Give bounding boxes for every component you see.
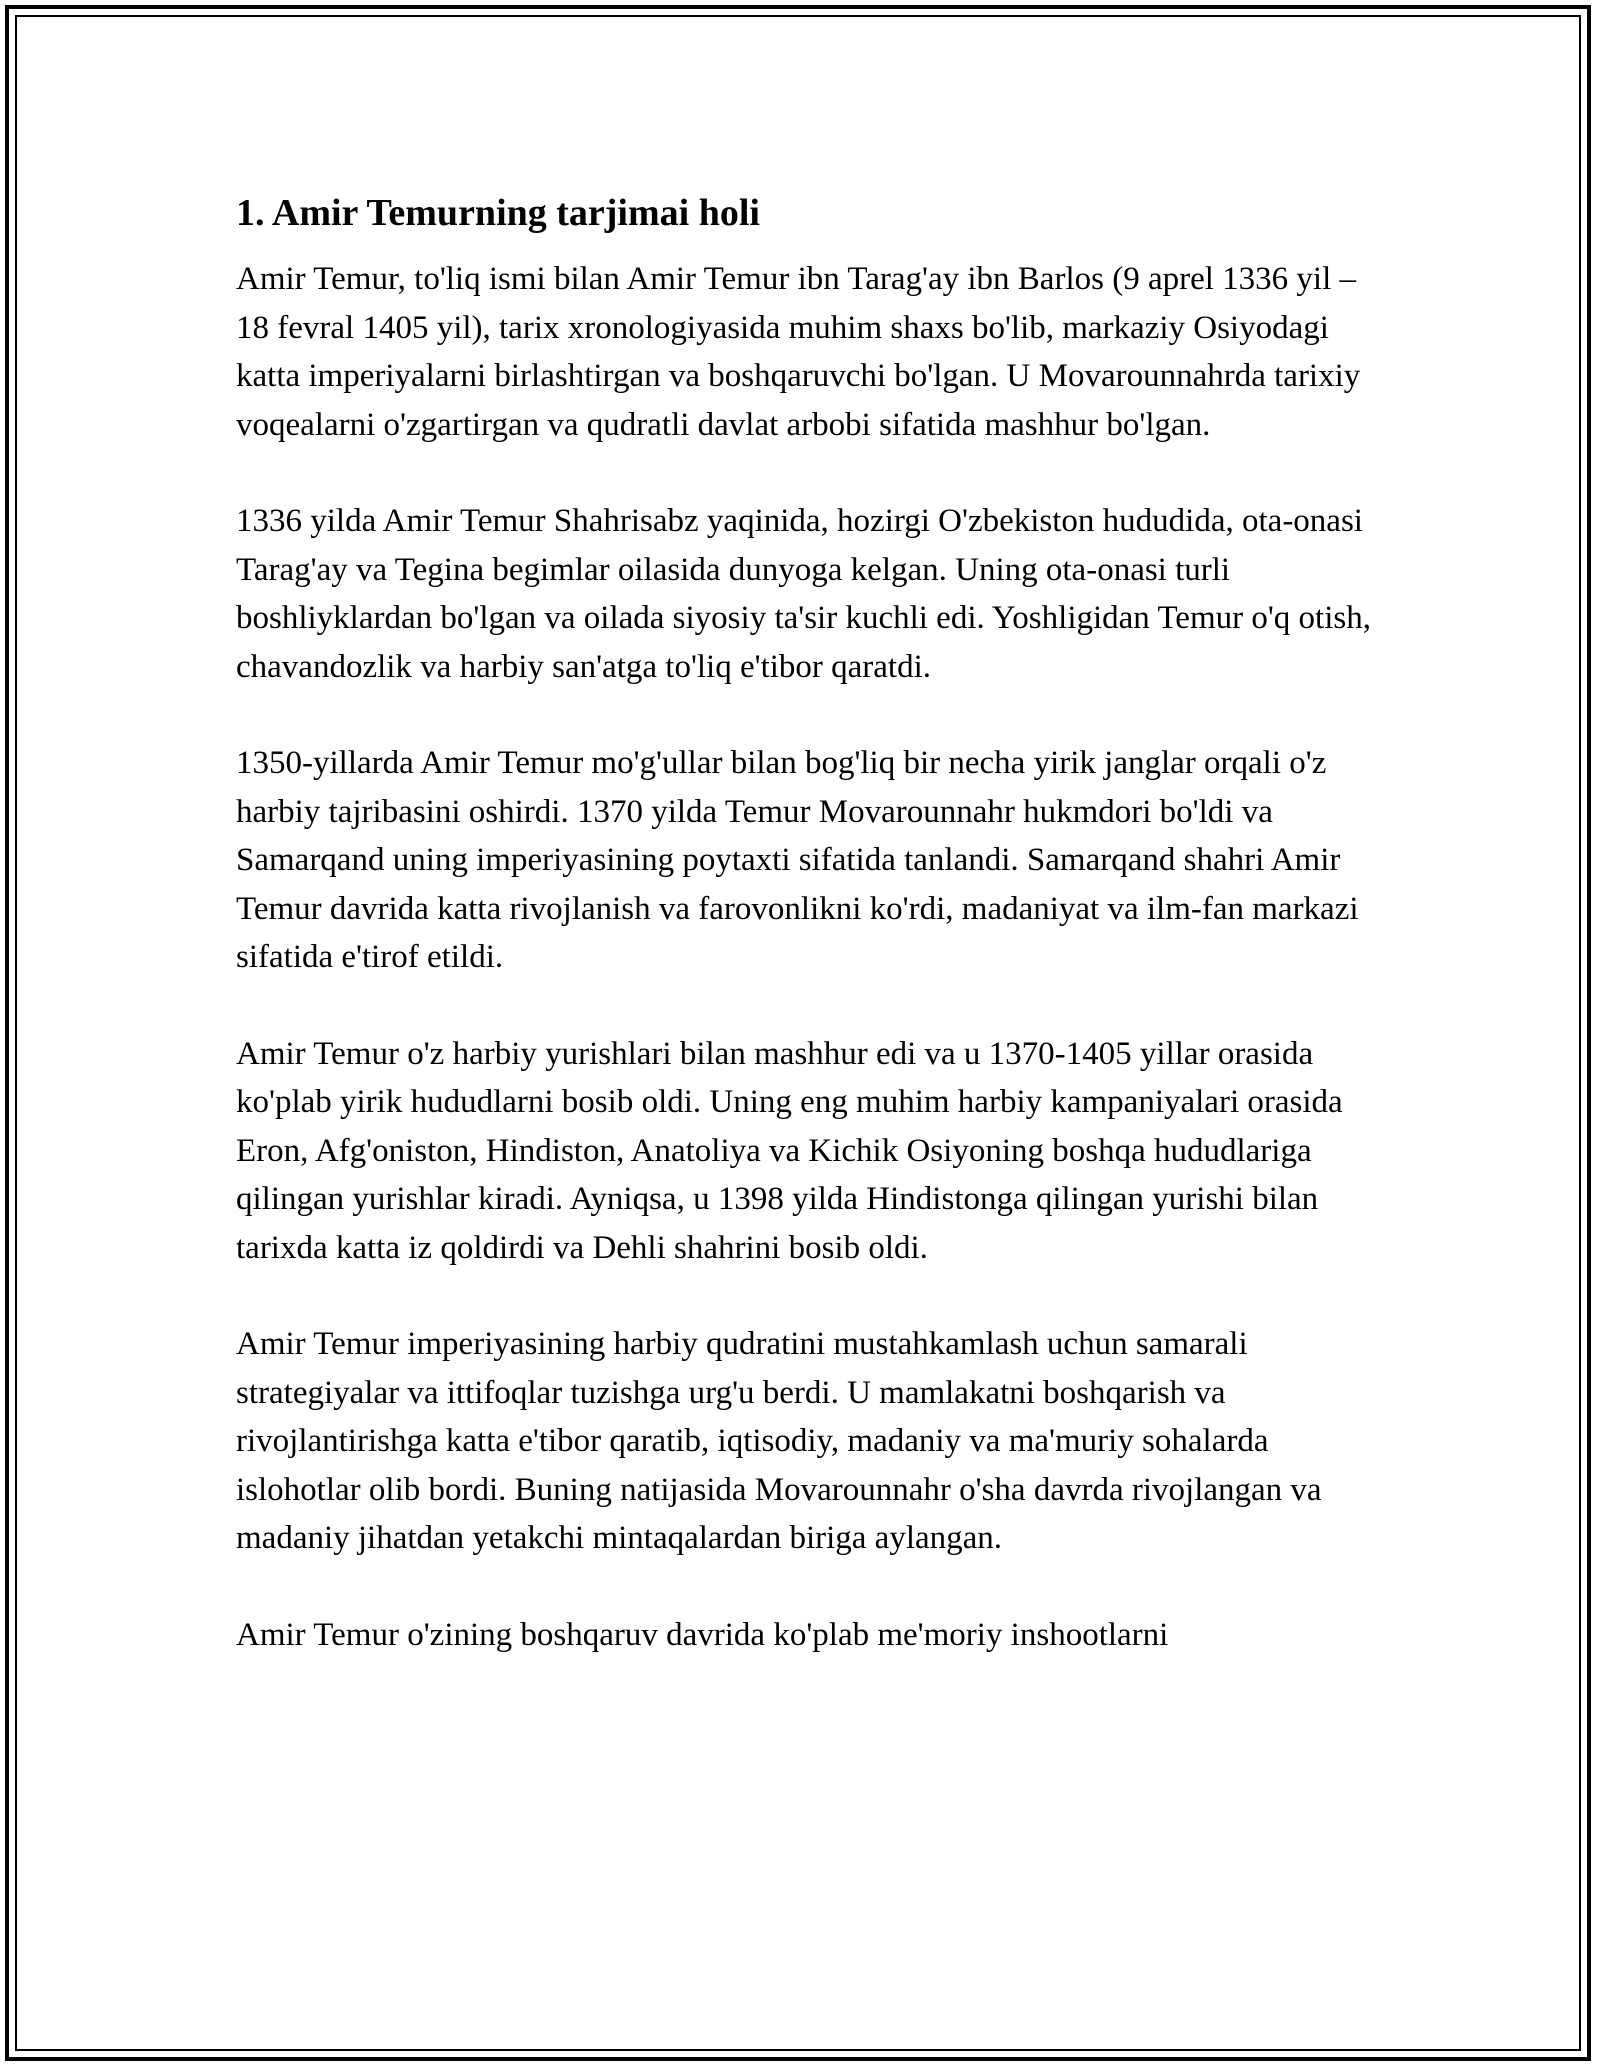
paragraph-3: 1350-yillarda Amir Temur mo'g'ullar bilan bog'liq bir necha yirik janglar orqali o'z harbiy tajribasini oshirdi. 1370 yilda Temur Movarounnahr hukmdori bo'ldi va Samarqand uning imperiyasining poytaxti sifatida tanlandi. Samarqand shahri Amir Temur davrida katta rivojlanish va farovonlikni ko'rdi, madaniyat va ilm-fan markazi sifatida e'tirof etildi.	[236, 745, 1359, 975]
paragraph-6: Amir Temur o'zining boshqaruv davrida ko'plab me'moriy inshootlarni	[236, 1616, 1169, 1653]
document-body	[236, 185, 1376, 1707]
paragraph-5: Amir Temur imperiyasining harbiy qudratini mustahkamlash uchun samarali strategiyalar va ittifoqlar tuzishga urg'u berdi. U mamlakatni boshqarish va rivojlantirishga katta e'tibor qaratib, iqtisodiy, madaniy va ma'muriy sohalarda islohotlar olib bordi. Buning natijasida Movarounnahr o'sha davrda rivojlangan va madaniy jihatdan yetakchi mintaqalardan biriga aylangan.	[236, 1326, 1322, 1556]
paragraph-4: Amir Temur o'z harbiy yurishlari bilan mashhur edi va u 1370-1405 yillar orasida ko'plab yirik hududlarni bosib oldi. Uning eng muhim harbiy kampaniyalari orasida Eron, Afg'oniston, Hindiston, Anatoliya va Kichik Osiyoning boshqa hududlariga qilingan yurishlar kiradi. Ayniqsa, u 1398 yilda Hindistonga qilingan yurishi bilan tarixda katta iz qoldirdi va Dehli shahrini bosib oldi.	[236, 1035, 1343, 1266]
paragraph-2: 1336 yilda Amir Temur Shahrisabz yaqinida, hozirgi O'zbekiston hududida, ota-onasi Tarag'ay va Tegina begimlar oilasida dunyoga kelgan. Uning ota-onasi turli boshliyklardan bo'lgan va oilada siyosiy ta'sir kuchli edi. Yoshligidan Temur o'q otish, chavandozlik va harbiy san'atga to'liq e'tibor qaratdi.	[236, 503, 1371, 685]
paragraph-1: Amir Temur, to'liq ismi bilan Amir Temur ibn Tarag'ay ibn Barlos (9 aprel 1336 yil – 18 fevral 1405 yil), tarix xronologiyasida muhim shaxs bo'lib, markaziy Osiyodagi katta imperiyalarni birlashtirgan va boshqaruvchi bo'lgan. U Movarounnahrda tarixiy voqealarni o'zgartirgan va qudratli davlat arbobi sifatida mashhur bo'lgan.	[236, 261, 1361, 443]
section-heading: 1. Amir Temurning tarjimai holi	[236, 192, 760, 234]
